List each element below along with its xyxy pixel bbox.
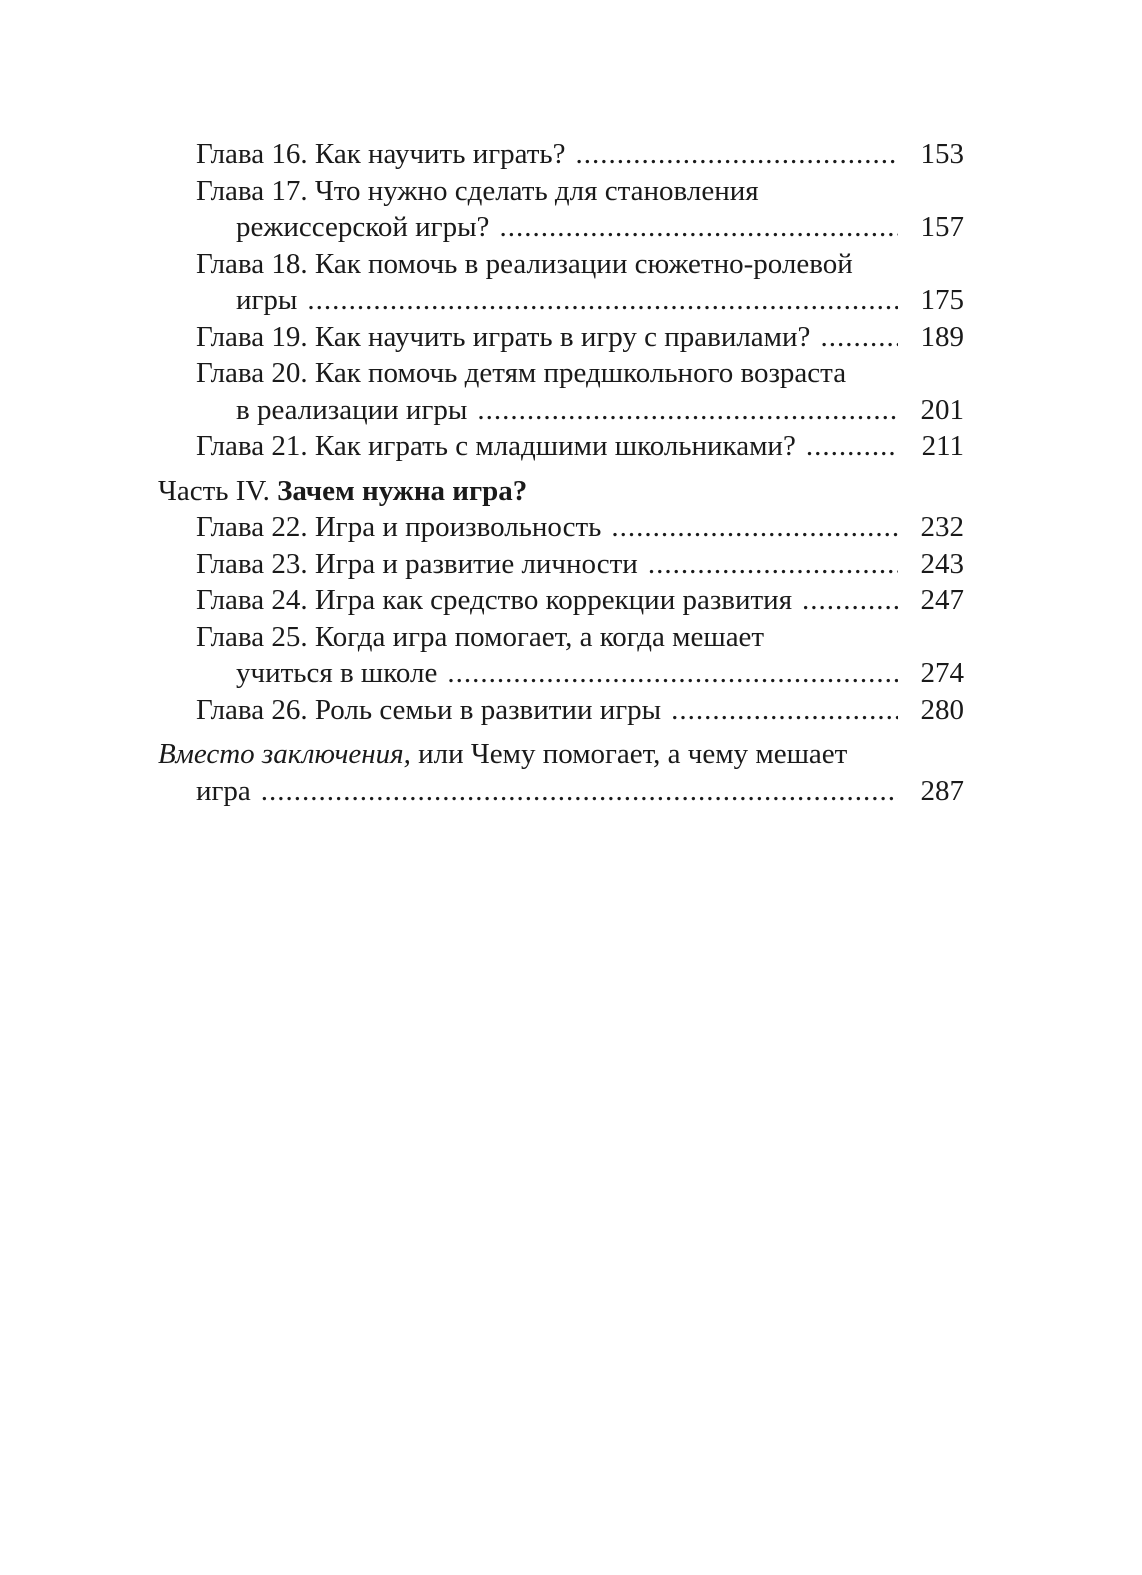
- toc-entry-title: Глава 17. Что нужно сделать для становления: [196, 174, 759, 207]
- conclusion-title-cont: игра: [196, 774, 251, 807]
- toc-page-number: 232: [920, 511, 964, 543]
- toc-entry-chapter-19: [158, 319, 964, 356]
- toc-entry-chapter-22: [158, 509, 964, 546]
- dot-leader: [648, 546, 898, 583]
- toc-page-number: 247: [920, 584, 964, 616]
- toc-page-number: 157: [920, 211, 964, 243]
- dot-leader: [447, 655, 898, 692]
- part-label: Часть IV.: [158, 474, 270, 507]
- toc-entry-title: Глава 24. Игра как средство коррекции развития: [196, 584, 793, 616]
- toc-entry-chapter-25-cont: [158, 655, 964, 692]
- toc-conclusion: [158, 736, 964, 773]
- toc-page-number: 243: [920, 547, 964, 580]
- dot-leader: [802, 582, 898, 619]
- conclusion-title: или Чему помогает, а чему мешает: [410, 738, 848, 770]
- toc-entry-chapter-17-cont: [158, 209, 964, 246]
- dot-leader: [576, 136, 898, 173]
- toc-entry-chapter-18: [158, 246, 964, 283]
- toc-entry-chapter-16: [158, 136, 964, 173]
- toc-entry-chapter-20-cont: [158, 392, 964, 429]
- toc-page-number: 287: [920, 774, 964, 807]
- dot-leader: [611, 509, 898, 546]
- toc-entry-title: Глава 20. Как помочь детям предшкольного возраста: [196, 357, 847, 389]
- toc-entry-title: Глава 26. Роль семьи в развитии игры: [196, 693, 662, 726]
- toc-entry-chapter-26: [158, 692, 964, 729]
- conclusion-italic-title: Вместо заключения,: [158, 738, 411, 770]
- toc-entry-title: режиссерской игры?: [236, 211, 490, 243]
- dot-leader: [307, 282, 898, 319]
- toc-entry-chapter-17: [158, 173, 964, 210]
- dot-leader: [671, 692, 898, 729]
- toc-entry-title: Глава 16. Как научить играть?: [196, 138, 566, 170]
- dot-leader: [820, 319, 898, 356]
- toc-entry-title: учиться в школе: [236, 657, 438, 689]
- toc-part-4-heading: [158, 473, 964, 510]
- toc-page-number: 153: [920, 138, 964, 170]
- part-title: Зачем нужна игра?: [277, 474, 528, 507]
- dot-leader: [477, 392, 898, 429]
- toc-entry-chapter-23: [158, 546, 964, 583]
- toc-entry-title: Глава 23. Игра и развитие личности: [196, 547, 638, 580]
- toc-entry-title: Глава 18. Как помочь в реализации сюжетно-ролевой: [196, 247, 853, 280]
- toc-page-number: 280: [920, 693, 964, 726]
- toc-page-number: 274: [920, 657, 964, 689]
- toc-entry-chapter-21: [158, 428, 964, 465]
- toc-entry-chapter-18-cont: [158, 282, 964, 319]
- toc-entry-chapter-25: [158, 619, 964, 656]
- toc-entry-title: игры: [236, 284, 298, 316]
- toc-page-number: 175: [920, 284, 964, 316]
- dot-leader: [806, 428, 898, 465]
- table-of-contents: [158, 136, 964, 809]
- toc-page-number: 189: [920, 320, 964, 353]
- toc-entry-chapter-24: [158, 582, 964, 619]
- toc-entry-chapter-20: [158, 355, 964, 392]
- dot-leader: [499, 209, 898, 246]
- toc-conclusion-cont: [158, 773, 964, 810]
- toc-page-number: 211: [921, 430, 964, 462]
- toc-entry-title: Глава 19. Как научить играть в игру с правилами?: [196, 320, 811, 353]
- dot-leader: [261, 773, 898, 810]
- toc-entry-title: Глава 22. Игра и произвольность: [196, 511, 602, 543]
- toc-entry-title: Глава 25. Когда игра помогает, а когда мешает: [196, 620, 765, 653]
- toc-page-number: 201: [920, 393, 964, 426]
- toc-entry-title: Глава 21. Как играть с младшими школьниками?: [196, 430, 796, 462]
- toc-entry-title: в реализации игры: [236, 393, 468, 426]
